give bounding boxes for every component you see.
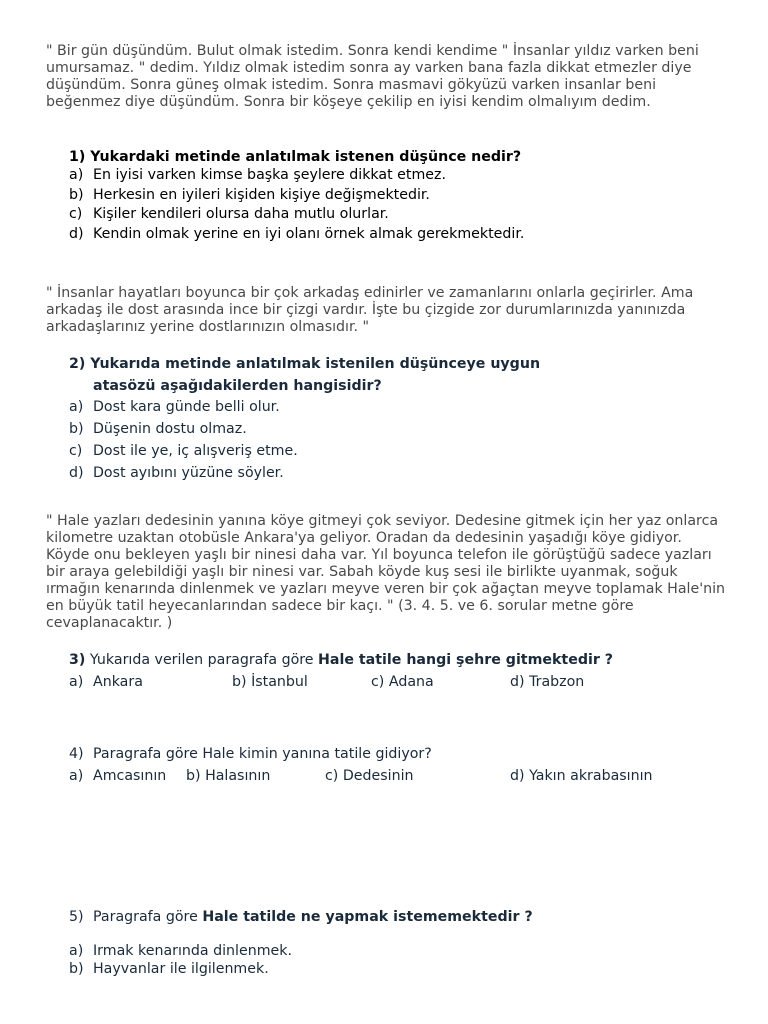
question-3-emphasis: Hale tatile hangi şehre gitmektedir ? [318,652,614,668]
question-1 [69,148,729,167]
question-2-line-1 [69,355,729,374]
passage-2: " İnsanlar hayatları boyunca bir çok arkadaş edinirler ve zamanlarını onlarla geçirirler. Ama arkadaş ile dost arasında ince bir çizgi vardır. İşte bu çizgide zor durumlarınızda yanınızda arkadaşlarınız yerine dostlarınızın olmasıdır. " [46,285,694,335]
option-marker: a) [69,943,84,959]
option-text: Kişiler kendileri olursa daha mutlu olurlar. [93,206,389,222]
q4-option-d [510,768,653,784]
option-text: Dost ile ye, iç alışveriş etme. [93,443,298,459]
question-5 [69,909,533,925]
question-2-line-2 [93,377,753,396]
option-marker: b) [69,961,84,977]
option-text: Dost kara günde belli olur. [93,399,280,415]
option-marker: c) [69,443,83,459]
q1-option-d [69,226,524,242]
q1-option-a [69,167,446,183]
option-marker: b) [186,768,201,784]
q3-option-c [371,674,434,690]
option-marker: b) [69,187,84,203]
option-text: Düşenin dostu olmaz. [93,421,247,437]
q2-option-b [69,421,247,437]
q5-option-b [69,961,269,977]
option-text: Herkesin en iyileri kişiden kişiye değişmektedir. [93,187,430,203]
q2-option-d [69,465,284,481]
q2-option-c [69,443,298,459]
question-2-text: 2) Yukarıda metinde anlatılmak istenilen düşünceye uygun [69,356,541,372]
option-marker: d) [510,768,525,784]
q3-option-d [510,674,584,690]
option-text: Dost ayıbını yüzüne söyler. [93,465,284,481]
question-4-number: 4) [69,746,84,762]
question-3-text: Yukarıda verilen paragrafa göre [89,652,314,668]
q3-option-a [69,674,143,690]
q1-option-b [69,187,430,203]
option-text: Dedesinin [342,768,414,784]
option-marker: c) [69,206,83,222]
option-text: Kendin olmak yerine en iyi olanı örnek almak gerekmektedir. [93,226,525,242]
option-text: İstanbul [251,674,308,690]
q4-option-b [186,768,270,784]
question-4-text: Paragrafa göre Hale kimin yanına tatile gidiyor? [93,746,432,762]
option-marker: b) [69,421,84,437]
q4-option-c [325,768,414,784]
option-marker: a) [69,768,84,784]
question-5-text: Paragrafa göre [93,909,198,925]
option-text: Adana [388,674,434,690]
option-text: Trabzon [529,674,585,690]
q2-option-a [69,399,280,415]
question-4 [69,746,432,762]
option-marker: a) [69,674,84,690]
option-marker: a) [69,167,84,183]
question-5-emphasis: Hale tatilde ne yapmak istememektedir ? [202,909,533,925]
question-3-number: 3) [69,652,86,668]
option-marker: c) [371,674,385,690]
option-text: Amcasının [93,768,167,784]
option-marker: b) [232,674,247,690]
q5-option-a [69,943,292,959]
option-text: Hayvanlar ile ilgilenmek. [93,961,269,977]
question-3 [69,652,613,668]
q4-option-a [69,768,166,784]
question-5-number: 5) [69,909,84,925]
q1-option-c [69,206,389,222]
question-1-text: 1) Yukardaki metinde anlatılmak istenen düşünce nedir? [69,149,522,165]
question-2-text-cont: atasözü aşağıdakilerden hangisidir? [93,378,382,394]
option-text: Ankara [93,674,143,690]
option-marker: c) [325,768,339,784]
passage-1: " Bir gün düşündüm. Bulut olmak istedim. Sonra kendi kendime " İnsanlar yıldız varken beni umursamaz. " dedim. Yıldız olmak istedim sonra ay varken bana fazla dikkat etmezler diye düşündüm. Sonra güneş olmak istedim. Sonra masmavi gökyüzü varken insanlar beni beğenmez diye düşündüm. Sonra bir köşeye çekilip en iyisi kendim olmalıyım dedim. [46,43,699,110]
passage-3: " Hale yazları dedesinin yanına köye gitmeyi çok seviyor. Dedesine gitmek için her yaz onlarca kilometre uzaktan otobüsle Ankara'ya geliyor. Oradan da dedesinin yaşadığı köye gidiyor. Köyde onu bekleyen yaşlı bir ninesi daha var. Yıl boyunca telefon ile görüştüğü sadece yazları bir araya gelebildiği yaşlı bir ninesi var. Sabah köyde kuş sesi ile birlikte uyanmak, soğuk ırmağın kenarında dinlenmek ve yazları meyve veren bir çok ağaçtan meyve toplamak Hale'nin en büyük tatil heyecanlarından sadece bir kaçı. " (3. 4. 5. ve 6. sorular metne göre cevaplanacaktır. ) [46,513,726,631]
option-marker: d) [69,465,84,481]
option-text: Halasının [205,768,271,784]
option-marker: a) [69,399,84,415]
q3-option-b [232,674,308,690]
option-text: Yakın akrabasının [529,768,653,784]
option-text: En iyisi varken kimse başka şeylere dikkat etmez. [93,167,446,183]
option-marker: d) [510,674,525,690]
option-marker: d) [69,226,84,242]
option-text: Irmak kenarında dinlenmek. [93,943,292,959]
